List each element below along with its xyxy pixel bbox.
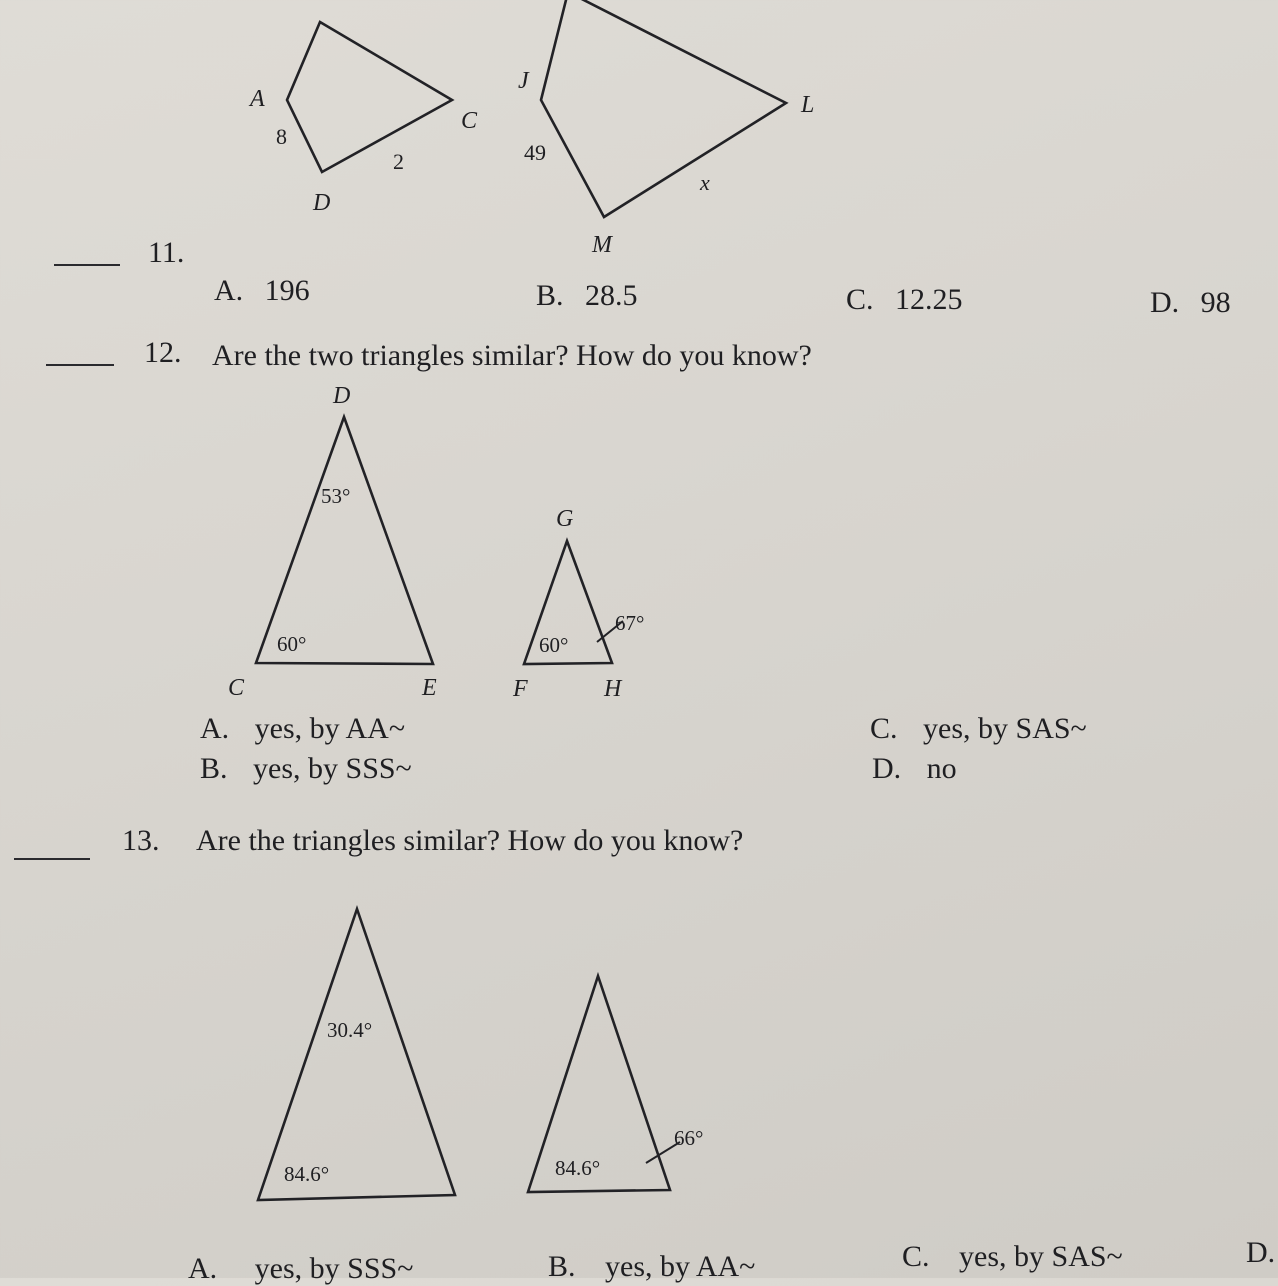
option-letter: D. — [872, 752, 902, 785]
vertex-label-f: F — [513, 676, 528, 702]
vertex-label-d12: D — [333, 383, 351, 409]
option-12-b[interactable] — [200, 752, 412, 786]
option-11-d[interactable] — [1150, 286, 1231, 320]
side-label-dc: 2 — [393, 149, 404, 174]
triangle-cde — [256, 417, 433, 664]
option-letter: A. — [200, 712, 230, 745]
angle-label-c: 60° — [277, 632, 307, 656]
angle-label-13-left-bottom: 84.6° — [284, 1162, 330, 1186]
option-letter: D. — [1150, 286, 1180, 319]
option-letter: A. — [188, 1252, 218, 1285]
option-text: yes, by SAS~ — [959, 1240, 1123, 1273]
angle-label-h: 67° — [615, 611, 645, 635]
angle-label-13-right-bottom-left: 84.6° — [555, 1156, 601, 1180]
triangle-13-left — [258, 909, 455, 1200]
option-11-a[interactable] — [214, 274, 310, 308]
option-letter: B. — [536, 279, 564, 312]
option-letter: C. — [902, 1240, 930, 1273]
option-13-b[interactable] — [548, 1250, 755, 1284]
side-label-ad: 8 — [276, 124, 287, 149]
quad-small-abcd — [287, 22, 452, 172]
option-text: 98 — [1200, 286, 1231, 319]
option-text: 28.5 — [585, 279, 638, 312]
vertex-label-h: H — [604, 676, 622, 702]
vertex-label-g: G — [556, 506, 574, 532]
option-13-c[interactable] — [902, 1240, 1123, 1274]
option-letter: C. — [846, 283, 874, 316]
option-13-d[interactable] — [1246, 1236, 1275, 1270]
question-text-12: Are the two triangles similar? How do you know? — [212, 339, 812, 372]
option-letter: B. — [200, 752, 228, 785]
quad-large-jlm — [541, 0, 786, 217]
angle-label-d: 53° — [321, 484, 351, 508]
question-number-11: 11. — [148, 236, 185, 269]
question-number-13: 13. — [122, 824, 160, 857]
answer-blank-13[interactable] — [14, 858, 90, 860]
option-12-a[interactable] — [200, 712, 405, 746]
angle-label-13-top: 30.4° — [327, 1018, 373, 1042]
option-letter: D. — [1246, 1236, 1276, 1269]
option-11-b[interactable] — [536, 279, 638, 313]
vertex-label-l: L — [801, 92, 815, 118]
answer-blank-11[interactable] — [54, 264, 120, 266]
option-text: yes, by SSS~ — [253, 752, 412, 785]
vertex-label-e12: E — [422, 675, 437, 701]
vertex-label-d: D — [313, 190, 331, 216]
option-text: no — [926, 752, 957, 785]
option-text: yes, by SSS~ — [254, 1252, 414, 1285]
side-label-jm: 49 — [524, 140, 546, 165]
vertex-label-j: J — [518, 68, 529, 94]
option-13-a[interactable] — [188, 1252, 413, 1286]
option-letter: B. — [548, 1250, 576, 1283]
vertex-label-m: M — [592, 232, 612, 258]
vertex-label-a: A — [250, 86, 265, 112]
answer-blank-12[interactable] — [46, 364, 114, 366]
option-letter: A. — [214, 274, 244, 307]
question-text-13: Are the triangles similar? How do you know? — [196, 824, 744, 857]
option-12-d[interactable] — [872, 752, 957, 786]
vertex-label-c: C — [461, 108, 478, 134]
option-11-c[interactable] — [846, 283, 963, 317]
option-text: 196 — [264, 274, 310, 307]
angle-label-f: 60° — [539, 633, 569, 657]
option-letter: C. — [870, 712, 898, 745]
angle-label-13-right-bottom-right: 66° — [674, 1126, 704, 1150]
question-number-12: 12. — [144, 336, 182, 369]
option-12-c[interactable] — [870, 712, 1087, 746]
vertex-label-c12: C — [228, 675, 245, 701]
side-label-ml: x — [700, 170, 710, 195]
option-text: yes, by SAS~ — [923, 712, 1087, 745]
option-text: yes, by AA~ — [605, 1250, 756, 1283]
option-text: yes, by AA~ — [254, 712, 406, 745]
option-text: 12.25 — [895, 283, 963, 316]
